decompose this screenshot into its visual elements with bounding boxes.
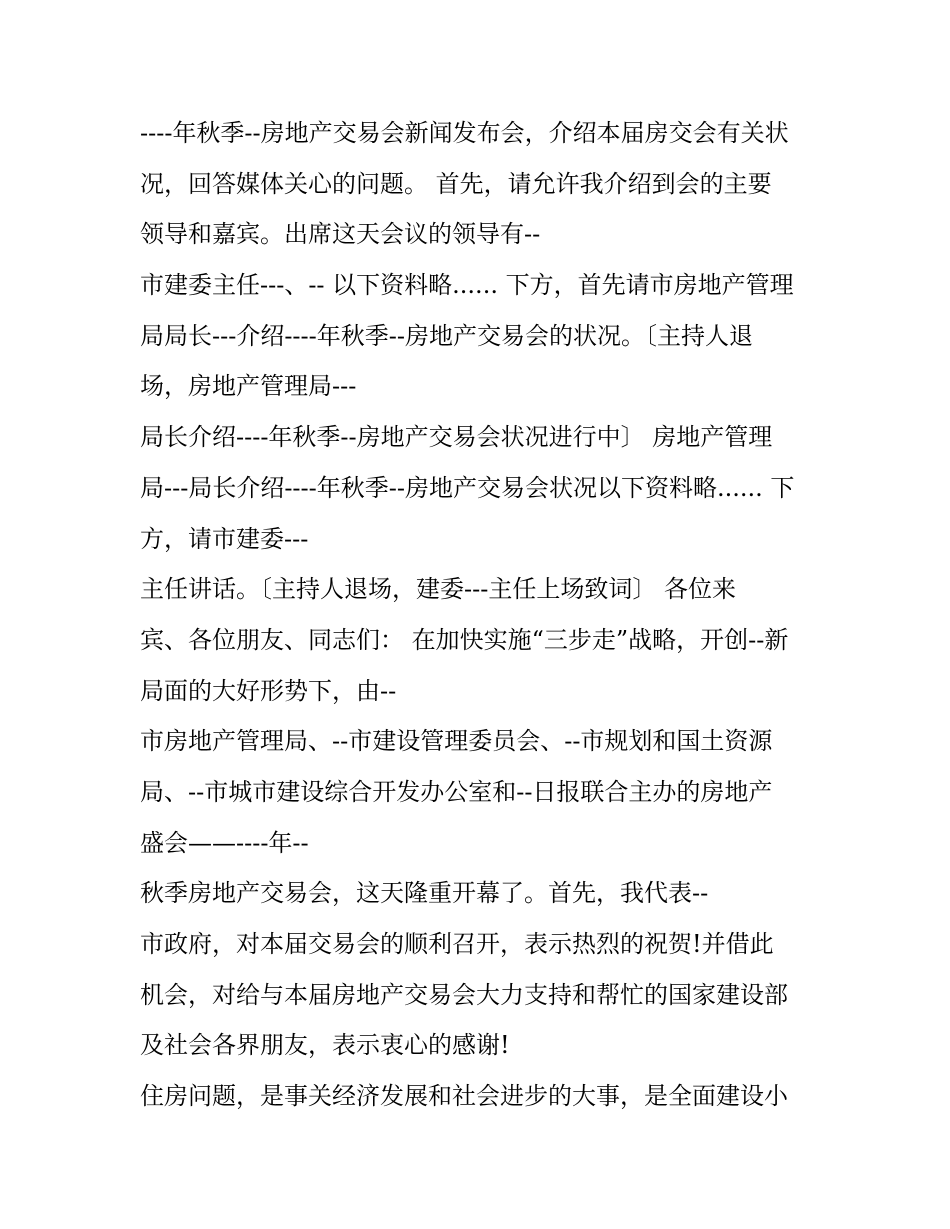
text-line: 主任讲话。〔主持人退场，建委---主任上场致词〕 各位来 bbox=[140, 575, 736, 604]
text-line: ----年秋季--房地产交易会新闻发布会，介绍本届房交会有关状 bbox=[140, 119, 789, 147]
text-line: 盛会——----年-- bbox=[140, 828, 309, 857]
text-line: 场，房地产管理局--- bbox=[140, 372, 357, 401]
text-line: 局面的大好形势下，由-- bbox=[140, 676, 397, 705]
text-line: 局长介绍----年秋季--房地产交易会状况进行中〕 房地产管理 bbox=[140, 423, 773, 452]
text-line: 局局长---介绍----年秋季--房地产交易会的状况。〔主持人退 bbox=[140, 321, 753, 350]
text-line: 宾、各位朋友、同志们： 在加快实施“三步走”战略，开创--新 bbox=[140, 625, 789, 654]
text-line: 住房问题，是事关经济发展和社会进步的大事，是全面建设小 bbox=[140, 1082, 788, 1111]
text-line: 市房地产管理局、--市建设管理委员会、--市规划和国土资源 bbox=[140, 727, 773, 756]
text-line: 方，请市建委--- bbox=[140, 524, 309, 553]
document-body bbox=[140, 108, 812, 1122]
text-line: 况，回答媒体关心的问题。 首先，请允许我介绍到会的主要 bbox=[140, 169, 772, 198]
text-line: 局---局长介绍----年秋季--房地产交易会状况以下资料略...... 下 bbox=[140, 473, 795, 502]
text-line: 市建委主任---、-- 以下资料略...... 下方，首先请市房地产管理 bbox=[140, 271, 794, 300]
text-line: 市政府，对本届交易会的顺利召开，表示热烈的祝贺!并借此 bbox=[140, 930, 774, 958]
text-line: 局、--市城市建设综合开发办公室和--日报联合主办的房地产 bbox=[140, 777, 773, 806]
text-line: 机会，对给与本届房地产交易会大力支持和帮忙的国家建设部 bbox=[140, 980, 788, 1009]
text-line: 领导和嘉宾。出席这天会议的领导有-- bbox=[140, 220, 541, 249]
text-line: 秋季房地产交易会，这天隆重开幕了。首先，我代表-- bbox=[140, 879, 709, 908]
text-line: 及社会各界朋友，表示衷心的感谢! bbox=[140, 1031, 510, 1060]
